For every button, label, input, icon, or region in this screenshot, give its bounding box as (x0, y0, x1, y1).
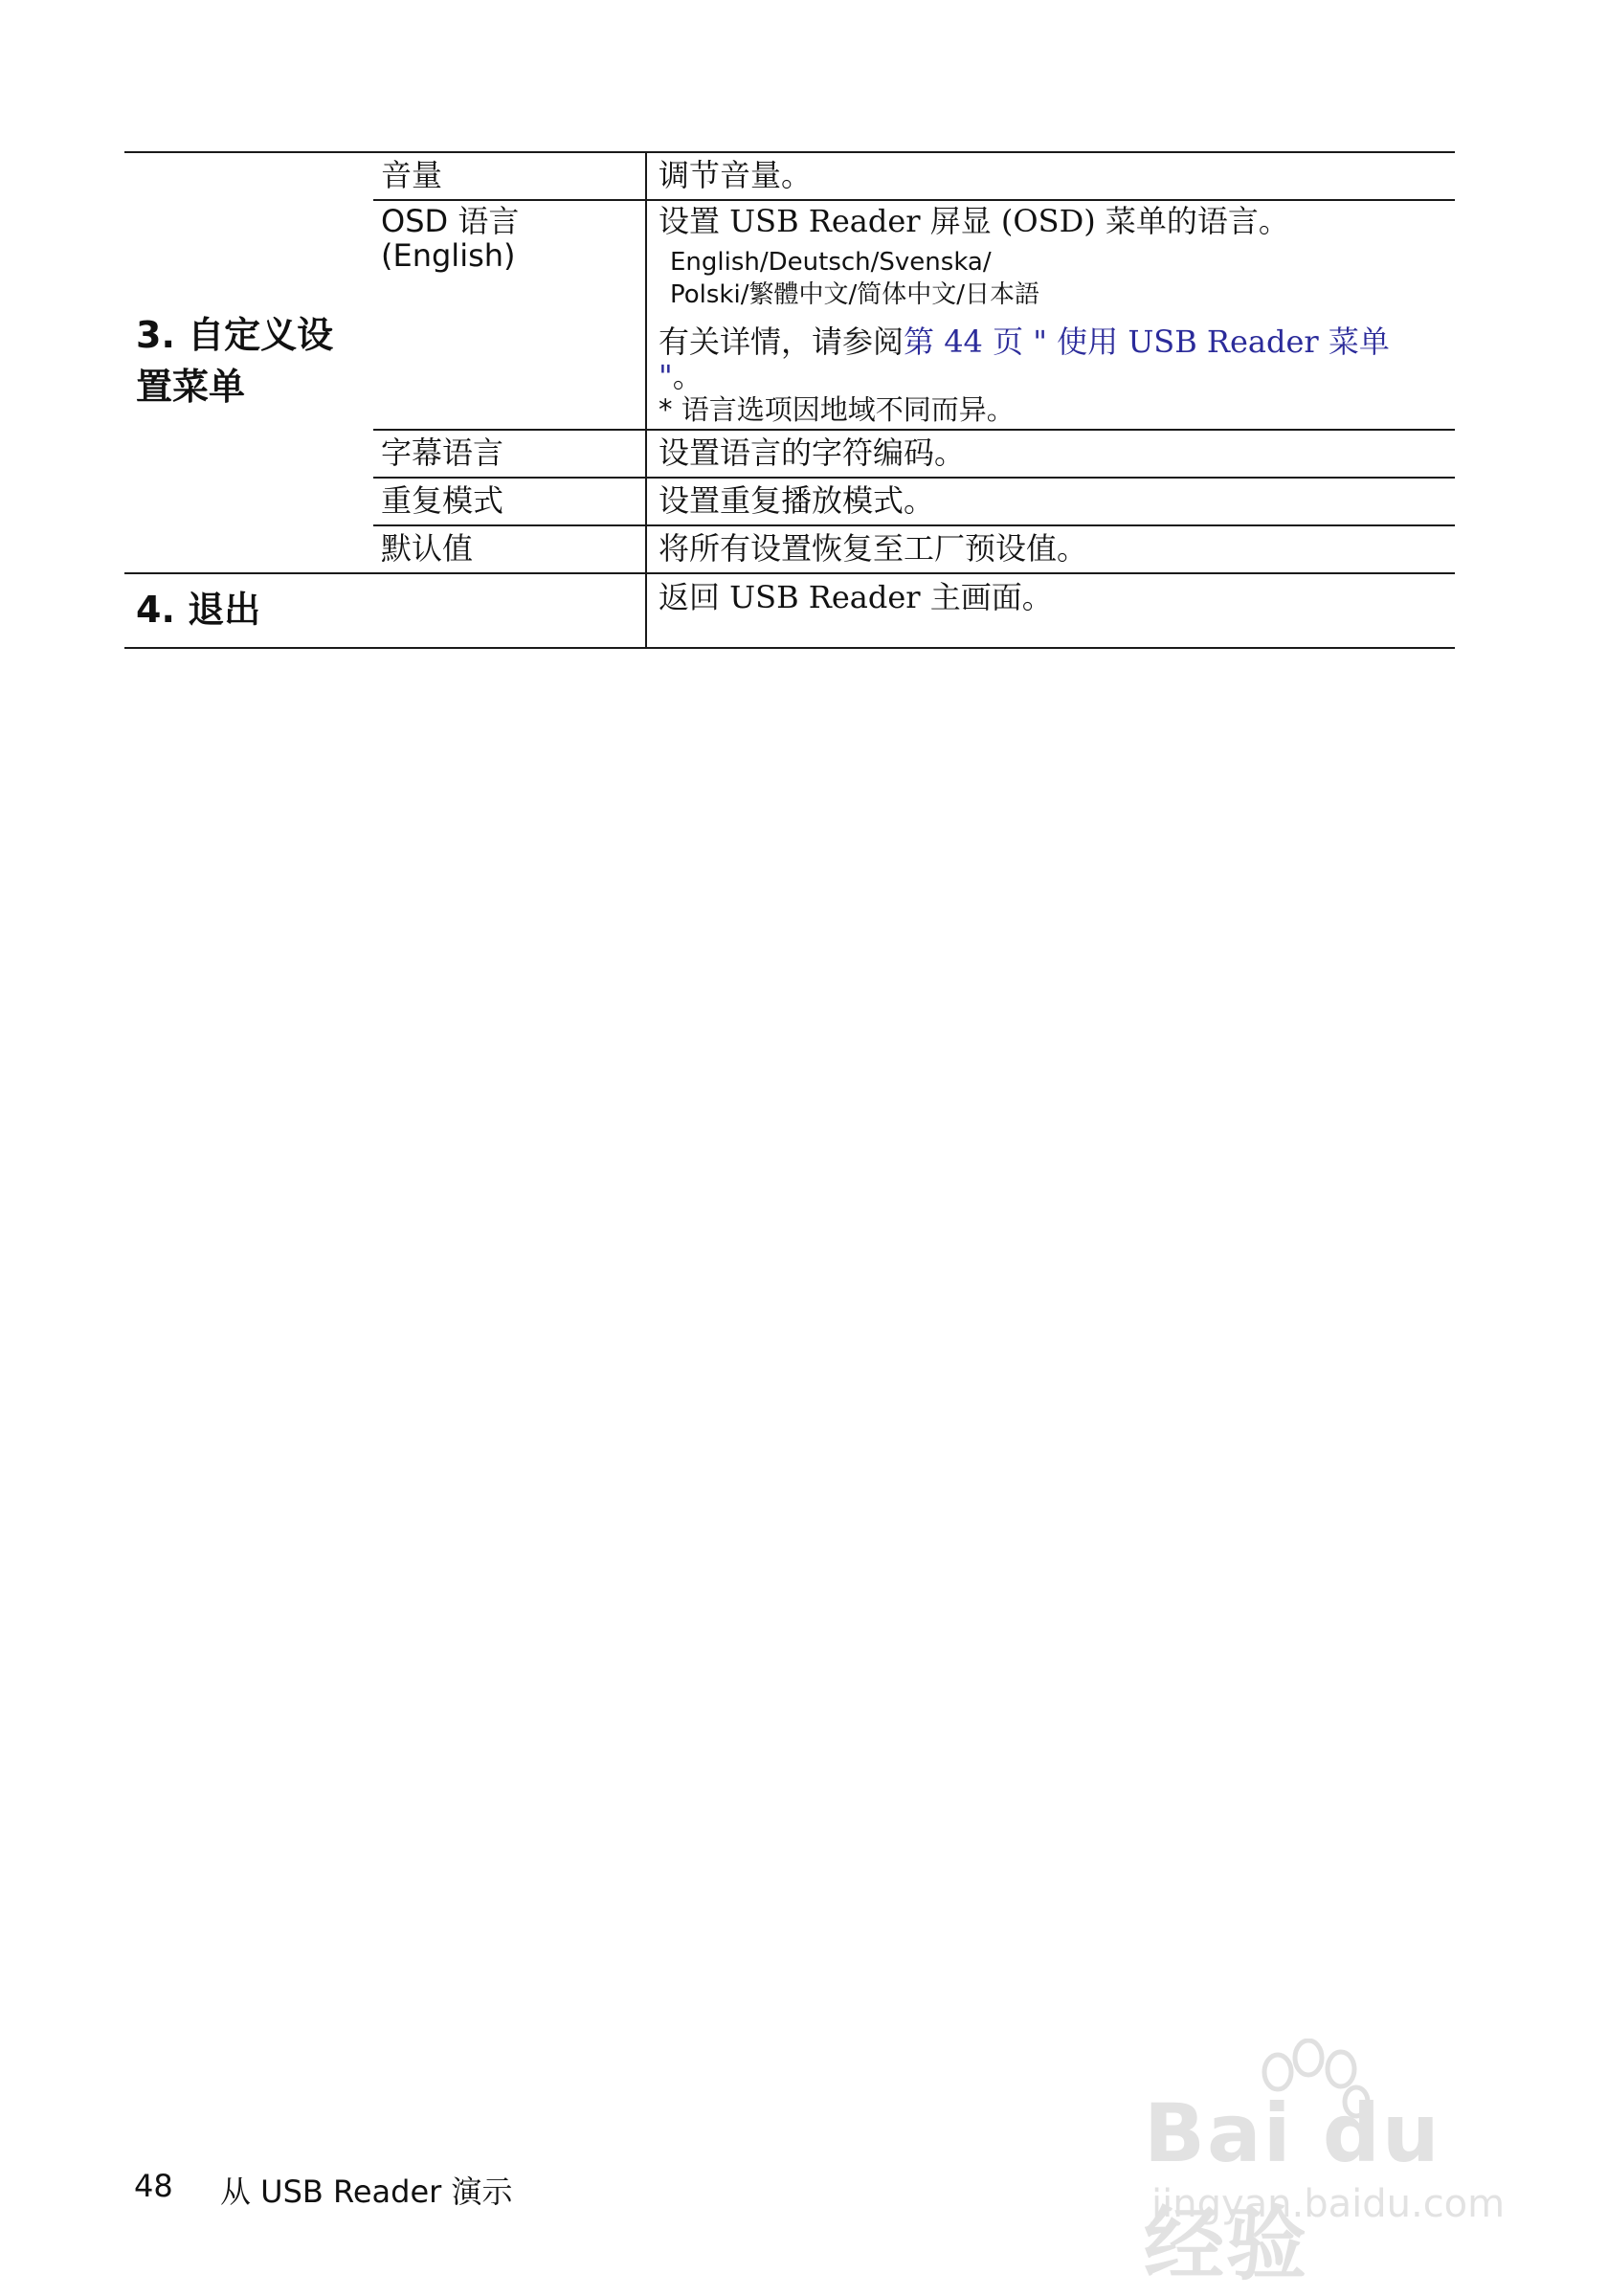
footer-section-title: 从 USB Reader 演示 (220, 2173, 513, 2210)
watermark-url: jingyan.baidu.com (1151, 2182, 1506, 2226)
item-osd-language (381, 204, 519, 273)
reference-link[interactable]: 第 44 页 " 使用 USB Reader 菜单 " (659, 323, 1390, 394)
row-divider (373, 477, 1455, 479)
item-osd-language-line1: OSD 语言 (381, 203, 520, 239)
item-repeat-mode: 重复模式 (381, 482, 504, 519)
desc-subtitle-language: 设置语言的字符编码。 (659, 435, 966, 471)
reference-suffix: 。 (672, 358, 704, 394)
reference-prefix: 有关详情，请参阅 (659, 323, 904, 360)
item-volume: 音量 (381, 157, 443, 193)
section-title-line: 4. 退出 (136, 589, 261, 631)
language-options-line: English/Deutsch/Svenska/ (670, 248, 992, 277)
settings-table (124, 151, 1455, 649)
desc-repeat-mode: 设置重复播放模式。 (659, 482, 935, 519)
item-osd-language-line2: (English) (381, 237, 516, 274)
baidu-watermark (1144, 2048, 1527, 2291)
section-divider (124, 572, 1455, 574)
section-title-exit (136, 584, 260, 635)
language-note: * 语言选项因地域不同而异。 (659, 393, 1015, 426)
language-options-line: Polski/繁體中文/简体中文/日本語 (670, 280, 1039, 309)
desc-osd-language (659, 204, 1443, 426)
column-divider (372, 151, 374, 572)
page-number: 48 (134, 2168, 173, 2204)
item-subtitle-language: 字幕语言 (381, 435, 504, 471)
table-top-rule (124, 151, 1455, 153)
item-default: 默认值 (381, 530, 474, 567)
row-divider (373, 429, 1455, 431)
desc-exit: 返回 USB Reader 主画面。 (659, 579, 1053, 615)
row-divider (373, 524, 1455, 526)
reference-text (659, 324, 1443, 393)
desc-volume: 调节音量。 (659, 157, 813, 193)
language-options (659, 246, 1443, 311)
section-title-line: 置菜单 (136, 366, 246, 408)
section-title-line: 3. 自定义设 (136, 314, 334, 356)
column-divider (645, 151, 647, 649)
desc-default: 将所有设置恢复至工厂预设值。 (659, 530, 1088, 567)
osd-language-description: 设置 USB Reader 屏显 (OSD) 菜单的语言。 (659, 203, 1289, 239)
section-title-customize (136, 309, 333, 412)
table-bottom-rule (124, 647, 1455, 649)
row-divider (373, 199, 1455, 201)
watermark-brand: Bai du 经验 (1144, 2086, 1441, 2291)
